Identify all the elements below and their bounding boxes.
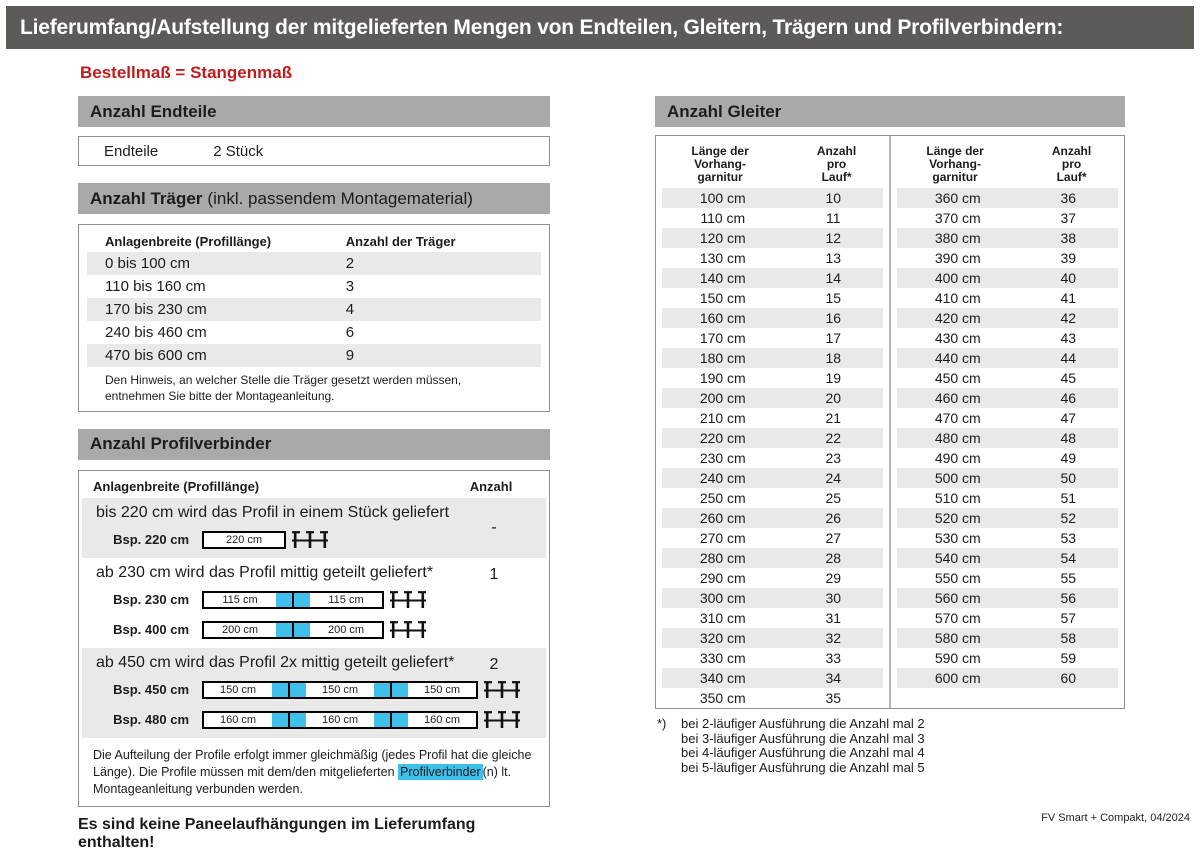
gleiter-col2-header: Anzahl pro Lauf* — [816, 144, 857, 184]
profilverbinder-rule-text: bis 220 cm wird das Profil in einem Stück geliefert — [96, 503, 450, 521]
profilverbinder-rule-text: ab 230 cm wird das Profil mittig geteilt geliefert* — [96, 563, 434, 581]
profile-segment: 220 cm — [225, 533, 263, 546]
gleiter-count-cell: 45 — [1060, 370, 1077, 386]
table-row — [897, 208, 1118, 228]
gleiter-count-cell: 52 — [1060, 510, 1077, 526]
table-row — [87, 298, 541, 321]
gleiter-length-cell: 360 cm — [934, 190, 981, 206]
gleiter-right-header — [891, 136, 1124, 188]
profilverbinder-note-highlight: Profilverbinder — [400, 764, 481, 779]
profile-cross-section-icon — [390, 619, 426, 641]
right-column — [655, 96, 1125, 775]
gleiter-length-cell: 200 cm — [699, 390, 746, 406]
profile-segment: 115 cm — [222, 593, 258, 606]
gleiter-length-cell: 230 cm — [699, 450, 746, 466]
gleiter-length-cell: 510 cm — [934, 490, 981, 506]
profile-segment: 150 cm — [219, 683, 257, 696]
document-footer: FV Smart + Compakt, 04/2024 — [1041, 812, 1190, 824]
gleiter-length-cell: 330 cm — [699, 650, 746, 666]
gleiter-length-cell: 270 cm — [699, 530, 746, 546]
gleiter-count-cell: 26 — [825, 510, 842, 526]
profilverbinder-groups — [79, 498, 549, 738]
profile-bar-diagram — [202, 591, 384, 609]
section-header-profilverbinder-label: Anzahl Profilverbinder — [90, 434, 272, 454]
profilverbinder-table — [78, 470, 550, 807]
gleiter-count-cell: 55 — [1060, 570, 1077, 586]
table-row — [662, 408, 883, 428]
section-header-traeger-label: Anzahl Träger — [90, 188, 203, 208]
table-row — [662, 208, 883, 228]
traeger-count-cell: 4 — [345, 301, 355, 318]
gleiter-count-cell: 53 — [1060, 530, 1077, 546]
gleiter-length-cell: 170 cm — [699, 330, 746, 346]
table-row — [897, 608, 1118, 628]
gleiter-count-cell: 47 — [1060, 410, 1077, 426]
gleiter-length-cell: 140 cm — [699, 270, 746, 286]
gleiter-length-cell: 210 cm — [699, 410, 746, 426]
table-row — [662, 328, 883, 348]
gleiter-length-cell: 310 cm — [699, 610, 746, 626]
table-row — [897, 508, 1118, 528]
traeger-range-cell: 470 bis 600 cm — [105, 347, 207, 364]
gleiter-subtable-left — [656, 136, 889, 708]
table-row — [662, 188, 883, 208]
gleiter-length-cell: 250 cm — [699, 490, 746, 506]
title-bar — [6, 6, 1194, 49]
table-row — [87, 321, 541, 344]
gleiter-count-cell: 20 — [825, 390, 842, 406]
table-row — [662, 528, 883, 548]
gleiter-length-cell: 280 cm — [699, 550, 746, 566]
endteile-box — [78, 136, 550, 166]
gleiter-length-cell: 480 cm — [934, 430, 981, 446]
gleiter-count-cell: 23 — [825, 450, 842, 466]
gleiter-length-cell: 130 cm — [699, 250, 746, 266]
profile-segment: 115 cm — [328, 593, 364, 606]
table-row — [662, 628, 883, 648]
profile-example-row — [82, 678, 546, 702]
gleiter-count-cell: 35 — [825, 690, 842, 706]
profile-connector — [276, 623, 310, 637]
gleiter-length-cell: 370 cm — [934, 210, 981, 226]
gleiter-col1-header: Länge der Vorhang- garnitur — [691, 144, 749, 184]
profilverbinder-group — [82, 648, 546, 738]
profile-bar-diagram — [202, 681, 478, 699]
gleiter-col2-header: Anzahl pro Lauf* — [1051, 144, 1092, 184]
gleiter-count-cell: 24 — [825, 470, 842, 486]
profilverbinder-group — [82, 498, 546, 558]
table-row — [897, 288, 1118, 308]
gleiter-count-cell: 41 — [1060, 290, 1077, 306]
table-row — [897, 468, 1118, 488]
gleiter-count-cell: 59 — [1060, 650, 1077, 666]
profile-segment: 160 cm — [423, 713, 461, 726]
table-row — [662, 548, 883, 568]
table-row — [662, 588, 883, 608]
table-row — [662, 468, 883, 488]
gleiter-count-cell: 12 — [825, 230, 842, 246]
profile-example-row — [82, 588, 546, 612]
profilverbinder-count: 1 — [489, 565, 499, 583]
gleiter-count-cell: 46 — [1060, 390, 1077, 406]
table-row — [662, 648, 883, 668]
gleiter-length-cell: 450 cm — [934, 370, 981, 386]
gleiter-count-cell: 15 — [825, 290, 842, 306]
gleiter-count-cell: 39 — [1060, 250, 1077, 266]
gleiter-count-cell: 13 — [825, 250, 842, 266]
gleiter-left-header — [656, 136, 889, 188]
profile-cross-section-icon — [390, 589, 426, 611]
gleiter-count-cell: 34 — [825, 670, 842, 686]
gleiter-length-cell: 120 cm — [699, 230, 746, 246]
gleiter-count-cell: 50 — [1060, 470, 1077, 486]
profile-cross-section-icon — [292, 529, 328, 551]
section-header-gleiter-label: Anzahl Gleiter — [667, 101, 782, 121]
gleiter-length-cell: 490 cm — [934, 450, 981, 466]
gleiter-length-cell: 190 cm — [699, 370, 746, 386]
gleiter-count-cell: 25 — [825, 490, 842, 506]
gleiter-right-body — [891, 188, 1124, 688]
gleiter-length-cell: 100 cm — [699, 190, 746, 206]
table-row — [897, 568, 1118, 588]
table-row — [662, 568, 883, 588]
gleiter-count-cell: 28 — [825, 550, 842, 566]
gleiter-count-cell: 27 — [825, 530, 842, 546]
gleiter-length-cell: 500 cm — [934, 470, 981, 486]
traeger-count-cell: 9 — [345, 347, 355, 364]
gleiter-length-cell: 110 cm — [700, 210, 746, 226]
table-row — [897, 648, 1118, 668]
traeger-table — [78, 224, 550, 412]
subtitle-bestellmass: Bestellmaß = Stangenmaß — [80, 63, 293, 82]
gleiter-length-cell: 240 cm — [699, 470, 746, 486]
profile-segment: 150 cm — [321, 683, 359, 696]
traeger-count-cell: 3 — [345, 278, 355, 295]
profile-bar-diagram — [202, 621, 384, 639]
gleiter-length-cell: 400 cm — [934, 270, 981, 286]
gleiter-count-cell: 38 — [1060, 230, 1077, 246]
example-label: Bsp. 480 cm — [113, 712, 189, 728]
gleiter-length-cell: 530 cm — [934, 530, 981, 546]
table-row — [87, 275, 541, 298]
traeger-table-body — [87, 252, 541, 367]
gleiter-length-cell: 430 cm — [934, 330, 981, 346]
gleiter-footnote-marker: *) — [657, 716, 667, 731]
gleiter-count-cell: 57 — [1060, 610, 1077, 626]
gleiter-length-cell: 460 cm — [934, 390, 981, 406]
table-row — [897, 368, 1118, 388]
table-row — [662, 448, 883, 468]
left-column — [78, 96, 550, 852]
table-row — [897, 388, 1118, 408]
profile-segment: 160 cm — [321, 713, 359, 726]
traeger-note: Den Hinweis, an welcher Stelle die Träger gesetzt werden müssen, entnehmen Sie bitte der Montageanleitung. — [105, 373, 462, 403]
gleiter-count-cell: 18 — [825, 350, 842, 366]
traeger-col1-header: Anlagenbreite (Profillänge) — [105, 233, 272, 249]
table-row — [897, 328, 1118, 348]
gleiter-count-cell: 17 — [825, 330, 842, 346]
gleiter-length-cell: 220 cm — [699, 430, 746, 446]
gleiter-length-cell: 520 cm — [934, 510, 981, 526]
profilverbinder-count: - — [491, 518, 497, 536]
gleiter-count-cell: 10 — [825, 190, 842, 206]
table-row — [662, 308, 883, 328]
gleiter-count-cell: 19 — [825, 370, 842, 386]
traeger-count-cell: 6 — [345, 324, 355, 341]
footnote-line: bei 2-läufiger Ausführung die Anzahl mal 2 — [681, 716, 925, 731]
example-label: Bsp. 220 cm — [113, 532, 189, 548]
traeger-col2-header: Anzahl der Träger — [345, 233, 456, 249]
no-panel-note: Es sind keine Paneelaufhängungen im Lieferumfang enthalten! — [78, 815, 476, 851]
section-header-endteile-label: Anzahl Endteile — [90, 101, 217, 121]
profile-connector — [374, 683, 408, 697]
example-label: Bsp. 230 cm — [113, 592, 189, 608]
gleiter-length-cell: 410 cm — [934, 290, 981, 306]
gleiter-length-cell: 260 cm — [699, 510, 746, 526]
gleiter-length-cell: 420 cm — [934, 310, 981, 326]
table-row — [897, 308, 1118, 328]
table-row — [662, 388, 883, 408]
section-header-gleiter — [655, 96, 1125, 127]
traeger-range-cell: 170 bis 230 cm — [105, 301, 207, 318]
table-row — [897, 268, 1118, 288]
gleiter-left-body — [656, 188, 889, 708]
gleiter-count-cell: 54 — [1060, 550, 1077, 566]
table-row — [897, 628, 1118, 648]
gleiter-length-cell: 540 cm — [934, 550, 981, 566]
table-row — [662, 668, 883, 688]
endteile-label: Endteile — [104, 142, 159, 160]
gleiter-footnote — [655, 717, 1125, 775]
gleiter-count-cell: 44 — [1060, 350, 1077, 366]
table-row — [662, 368, 883, 388]
section-header-traeger-sub: (inkl. passendem Montagematerial) — [207, 188, 473, 208]
gleiter-count-cell: 32 — [825, 630, 842, 646]
table-row — [897, 228, 1118, 248]
table-row — [662, 228, 883, 248]
profilverbinder-rule-text: ab 450 cm wird das Profil 2x mittig geteilt geliefert* — [96, 653, 455, 671]
profilverbinder-group — [82, 558, 546, 648]
table-row — [662, 688, 883, 708]
gleiter-table — [655, 135, 1125, 709]
gleiter-length-cell: 550 cm — [934, 570, 981, 586]
gleiter-length-cell: 160 cm — [699, 310, 746, 326]
gleiter-count-cell: 21 — [825, 410, 842, 426]
table-row — [897, 548, 1118, 568]
table-row — [662, 608, 883, 628]
gleiter-count-cell: 22 — [825, 430, 842, 446]
table-row — [897, 348, 1118, 368]
gleiter-count-cell: 16 — [825, 310, 842, 326]
gleiter-length-cell: 300 cm — [699, 590, 746, 606]
gleiter-count-cell: 29 — [825, 570, 842, 586]
table-row — [897, 428, 1118, 448]
gleiter-count-cell: 30 — [825, 590, 842, 606]
profile-bar-diagram — [202, 711, 478, 729]
gleiter-length-cell: 600 cm — [934, 670, 981, 686]
traeger-table-header — [87, 230, 541, 252]
profilverbinder-table-header — [79, 476, 549, 498]
profilverbinder-count: 2 — [489, 655, 499, 673]
table-row — [897, 448, 1118, 468]
profile-connector — [272, 713, 306, 727]
table-row — [662, 248, 883, 268]
footnote-line: bei 3-läufiger Ausführung die Anzahl mal 3 — [681, 730, 925, 746]
table-row — [897, 248, 1118, 268]
gleiter-count-cell: 11 — [826, 210, 841, 226]
table-row — [662, 508, 883, 528]
table-row — [897, 188, 1118, 208]
gleiter-length-cell: 440 cm — [934, 350, 981, 366]
gleiter-length-cell: 290 cm — [699, 570, 746, 586]
section-header-profilverbinder — [78, 429, 550, 460]
section-header-traeger — [78, 183, 550, 214]
table-row — [87, 344, 541, 367]
table-row — [897, 488, 1118, 508]
gleiter-length-cell: 560 cm — [934, 590, 981, 606]
table-row — [662, 348, 883, 368]
page-title: Lieferumfang/Aufstellung der mitgelieferten Mengen von Endteilen, Gleitern, Trägern und Profilverbindern: — [20, 15, 1064, 39]
profile-segment: 150 cm — [423, 683, 461, 696]
profilverbinder-col2-header: Anzahl — [469, 479, 513, 495]
gleiter-count-cell: 37 — [1060, 210, 1077, 226]
table-row — [897, 668, 1118, 688]
gleiter-length-cell: 580 cm — [934, 630, 981, 646]
gleiter-length-cell: 390 cm — [934, 250, 981, 266]
profile-segment: 160 cm — [219, 713, 257, 726]
gleiter-count-cell: 31 — [825, 610, 842, 626]
gleiter-length-cell: 590 cm — [934, 650, 981, 666]
gleiter-count-cell: 60 — [1060, 670, 1077, 686]
table-row — [662, 268, 883, 288]
traeger-count-cell: 2 — [345, 255, 355, 272]
profilverbinder-col1-header: Anlagenbreite (Profillänge) — [93, 479, 260, 495]
gleiter-length-cell: 340 cm — [699, 670, 746, 686]
table-row — [897, 528, 1118, 548]
profilverbinder-note-part1: Die Aufteilung der Profile erfolgt immer gleichmäßig (jedes Profil hat die gleiche Länge). Die Profile müssen mit dem/den mitgelieferten — [93, 747, 532, 779]
profile-connector — [276, 593, 310, 607]
gleiter-length-cell: 150 cm — [699, 290, 746, 306]
table-row — [897, 588, 1118, 608]
profile-connector — [374, 713, 408, 727]
example-label: Bsp. 450 cm — [113, 682, 189, 698]
profile-bar-diagram — [202, 531, 286, 549]
traeger-range-cell: 0 bis 100 cm — [105, 255, 191, 272]
gleiter-count-cell: 56 — [1060, 590, 1077, 606]
gleiter-count-cell: 58 — [1060, 630, 1077, 646]
gleiter-length-cell: 470 cm — [934, 410, 981, 426]
gleiter-length-cell: 570 cm — [934, 610, 981, 626]
gleiter-col1-header: Länge der Vorhang- garnitur — [926, 144, 984, 184]
table-row — [662, 288, 883, 308]
gleiter-length-cell: 320 cm — [699, 630, 746, 646]
endteile-value: 2 Stück — [213, 142, 264, 160]
gleiter-count-cell: 33 — [825, 650, 842, 666]
gleiter-count-cell: 42 — [1060, 310, 1077, 326]
gleiter-length-cell: 380 cm — [934, 230, 981, 246]
gleiter-count-cell: 14 — [825, 270, 842, 286]
profile-segment: 200 cm — [327, 623, 365, 636]
profile-connector — [272, 683, 306, 697]
gleiter-count-cell: 43 — [1060, 330, 1077, 346]
table-row — [662, 488, 883, 508]
table-row — [662, 428, 883, 448]
gleiter-count-cell: 36 — [1060, 190, 1077, 206]
gleiter-length-cell: 180 cm — [699, 350, 746, 366]
profile-example-row — [82, 708, 546, 732]
traeger-range-cell: 240 bis 460 cm — [105, 324, 207, 341]
gleiter-count-cell: 40 — [1060, 270, 1077, 286]
gleiter-count-cell: 51 — [1060, 490, 1077, 506]
profile-cross-section-icon — [484, 679, 520, 701]
profilverbinder-note — [79, 738, 549, 806]
footnote-line: bei 4-läufiger Ausführung die Anzahl mal 4 — [681, 745, 925, 761]
profilverbinder-note-part2: (n) lt. Montageanleitung verbunden werden. — [93, 764, 512, 796]
gleiter-subtable-right — [889, 136, 1124, 708]
footnote-line: bei 5-läufiger Ausführung die Anzahl mal 5 — [681, 759, 925, 775]
example-label: Bsp. 400 cm — [113, 622, 189, 638]
gleiter-count-cell: 48 — [1060, 430, 1077, 446]
gleiter-footnote-lines — [681, 717, 1125, 775]
table-row — [897, 408, 1118, 428]
table-row — [87, 252, 541, 275]
gleiter-length-cell: 350 cm — [699, 690, 746, 706]
gleiter-count-cell: 49 — [1060, 450, 1077, 466]
profile-segment: 200 cm — [221, 623, 259, 636]
traeger-range-cell: 110 bis 160 cm — [105, 278, 206, 295]
section-header-endteile — [78, 96, 550, 127]
profile-example-row — [82, 618, 546, 642]
profile-cross-section-icon — [484, 709, 520, 731]
